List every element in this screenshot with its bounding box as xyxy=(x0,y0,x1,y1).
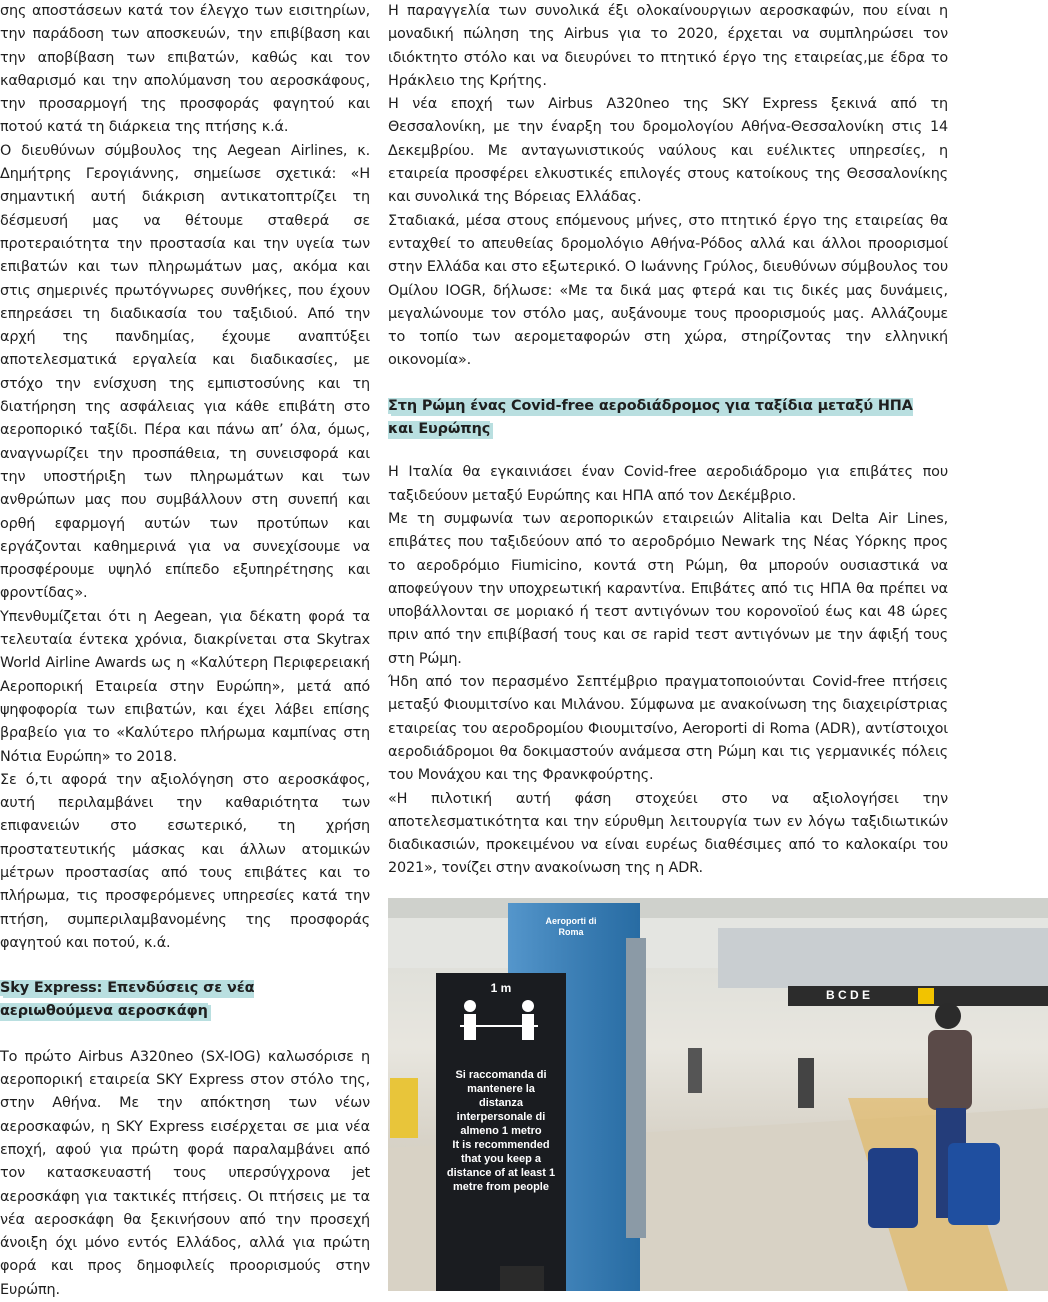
suitcase xyxy=(948,1143,1000,1225)
section-heading-sky-express xyxy=(0,977,270,1024)
paragraph: Η παραγγελία των συνολικά έξι ολοκαίνουργιων αεροσκαφών, που είναι η μοναδική πώληση της Airbus για το 2020, έρχεται να συμπληρώσει τον ιδιόκτητο στόλο και να διευρύνει το πτητικό έργο της εταιρείας,με έδρα το Ηράκλειο της Κρήτης. xyxy=(388,3,948,89)
person-figure xyxy=(464,1000,476,1012)
background-person xyxy=(798,1058,814,1108)
paragraph: Η Ιταλία θα εγκαινιάσει έναν Covid-free αεροδιάδρομο για επιβάτες που ταξιδεύουν μεταξύ Ευρώπης και ΗΠΑ από τον Δεκέμβριο. xyxy=(388,464,948,504)
paragraph: Το πρώτο Airbus A320neo (SX-IOG) καλωσόρισε η αεροπορική εταιρεία SKY Express στον στόλο της, στην Αθήνα. Με την απόκτηση των νέων αεροσκαφών, η SKY Express εισέρχεται σε μια νέα εποχή, αφού για πρώτη φορά παραλαμβάνει από τον κατασκευαστή τους υπερσύγχρονα jet αεροσκάφη για τακτικές πτήσεις. Οι πτήσεις με τα νέα αεροσκάφη θα ξεκινήσουν από την προσεχή άνοιξη όχι μόνο εντός Ελλάδος, αλλά για πρώτη φορά και προς δημοφιλείς προορισμούς στην Ευρώπη. xyxy=(0,1048,370,1298)
sign-distance: 1 m xyxy=(490,981,512,995)
person-figure xyxy=(522,1000,534,1012)
paragraph: «Η πιλοτική αυτή φάση στοχεύει στο να αξιολογήσει την αποτελεσματικότητα και την εύρυθμη λειτουργία των εν λόγω ταξιδιωτικών διαδικασιών, προκειμένου να είναι ευρέως διαθέσιμες από το καλοκαίρι του 2021», τονίζει στην ανακοίνωση της η ADR. xyxy=(388,790,948,877)
dispenser-post xyxy=(626,938,646,1238)
person-figure xyxy=(464,1014,476,1040)
heading-text: Sky Express: Επενδύσεις σε νέα αεριωθούμενα αεροσκάφη xyxy=(0,980,255,1020)
airport-photo xyxy=(388,898,1048,1291)
paragraph: Σταδιακά, μέσα στους επόμενους μήνες, στο πτητικό έργο της εταιρείας θα ενταχθεί το απευθείας δρομολόγιο Αθήνα-Ρόδος αλλά και άλλοι προορισμοί στην Ελλάδα και στο εξωτερικό. Ο Ιωάννης Γρύλος, διευθύνων σύμβουλος του Ομίλου IOGR, δήλωσε: «Με τα δικά μας φτερά και τις δικές μας δυνάμεις, μεγαλώνουμε τον στόλο μας, αυξάνουμε τους προορισμούς μας. Αλλάζουμε το τοπίο των αερομεταφορών στη χώρα, στηρίζοντας την ελληνική οικονομία». xyxy=(388,212,948,369)
paragraph: Η νέα εποχή των Airbus A320neo της SKY Express ξεκινά από τη Θεσσαλονίκη, με την έναρξη του δρομολογίου Αθήνα-Θεσσαλονίκη στις 14 Δεκεμβρίου. Με ανταγωνιστικούς ναύλους και ευέλικτες υπηρεσίες, η εταιρεία προσφέρει ελκυστικές επιλογές στους κατοίκους της Θεσσαλονίκης και συνολικά της Βόρειας Ελλάδας. xyxy=(388,96,948,206)
ceiling-beam xyxy=(388,898,1048,918)
person-left xyxy=(390,1078,418,1138)
sign-italian: Si raccomanda di mantenere la distanza interpersonale di almeno 1 metro xyxy=(455,1069,547,1137)
sign-stand xyxy=(500,1266,544,1291)
traveler-head xyxy=(935,1003,961,1029)
totem-brand: Aeroporti di Roma xyxy=(545,916,597,937)
paragraph: Υπενθυμίζεται ότι η Aegean, για δέκατη φορά τα τελευταία έντεκα χρόνια, διακρίνεται στα Skytrax World Airline Awards ως η «Καλύτερη Περιφερειακή Αεροπορική Εταιρεία στην Ευρώπη», μετά από ψηφοφορία των επιβατών, και έχει λάβει επίσης βραβείο για το «Καλύτερο πλήρωμα καμπίνας στη Νότια Ευρώπη» το 2018. xyxy=(0,608,370,765)
back-windows xyxy=(718,928,1048,988)
sign-english: It is recommended that you keep a distance of at least 1 metre from people xyxy=(446,1139,556,1193)
paragraph: Σε ό,τι αφορά την αξιολόγηση στο αεροσκάφος, αυτή περιλαμβάνει την καθαριότητα των επιφανειών στο εσωτερικό, τη χρήση προστατευτικής μάσκας και άλλων ατομικών μέτρων προστασίας από τους επιβάτες και το πλήρωμα, τις προσφερόμενες υπηρεσίες κατά την πτήση, συμπεριλαμβανομένης της προσφοράς φαγητού και ποτού, κ.ά. xyxy=(0,771,370,951)
paragraph: σης αποστάσεων κατά τον έλεγχο των εισιτηρίων, την παράδοση των αποσκευών, την επιβίβαση και την αποβίβαση των επιβατών, καθώς και τον καθαρισμό και την απολύμανση του αεροσκάφους, την προσαρμογή της προσφοράς φαγητού και ποτού κατά τη διάρκεια της πτήσης κ.ά. xyxy=(0,3,370,136)
paragraph: Με τη συμφωνία των αεροπορικών εταιρειών Alitalia και Delta Air Lines, επιβάτες που ταξιδεύουν από το αεροδρόμιο Newark της Νέας Υόρκης προς το αεροδρόμιο Fiumicino, κοντά στη Ρώμη, θα μπορούν ουσιαστικά να αποφεύγουν την υποχρεωτική καραντίνα. Επιβάτες από τις ΗΠΑ θα πρέπει να υποβάλλονται σε μοριακό ή τεστ αντιγόνων του κορονοϊού έως και 48 ώρες πριν από την επιβίβασή τους και σε rapid τεστ αντιγόνων με την άφιξή τους στη Ρώμη. xyxy=(388,510,948,667)
traveler-jacket xyxy=(928,1030,972,1110)
section-heading-rome xyxy=(388,395,933,442)
right-column xyxy=(388,0,948,881)
suitcase xyxy=(868,1148,918,1228)
background-person xyxy=(688,1048,702,1093)
person-figure xyxy=(522,1014,534,1040)
paragraph: Ο διευθύνων σύμβουλος της Aegean Airlines, κ. Δημήτρης Γερογιάννης, σημείωσε σχετικά: «Η σημαντική αυτή διάκριση αντικατοπτρίζει τη δέσμευσή μας να θέτουμε σταθερά σε προτεραιότητα την προστασία και την υγεία των επιβατών και των πληρωμάτων μας, ακόμα και στις σημερινές πρωτόγνωρες συνθήκες, που έχουν επηρεάσει τη διαδικασία του ταξιδιού. Από την αρχή της πανδημίας, έχουμε αναπτύξει αποτελεσματικά εργαλεία και διαδικασίες, με στόχο την ενίσχυση της εμπιστοσύνης και τη διατήρηση της ασφάλειας για κάθε επιβάτη στο αεροπορικό ταξίδι. Πέρα και πάνω απ’ όλα, όμως, αναγνωρίζει την προσπάθεια, τη συνεισφορά και την υποστήριξη των πληρωμάτων και των ανθρώπων μας που συμβάλλουν στη συνεπή και ορθή εφαρμογή αυτών των προτύπων και εργάζονται καθημερινά για να συνεχίσουμε να προσφέρουμε υψηλό επίπεδο εξυπηρέτησης και φροντίδας». xyxy=(0,142,370,602)
left-column xyxy=(0,0,370,1302)
heading-text: Στη Ρώμη ένας Covid-free αεροδιάδρομος για ταξίδια μεταξύ ΗΠΑ και Ευρώπης xyxy=(388,397,913,438)
sign-icon xyxy=(918,988,934,1004)
paragraph: Ήδη από τον περασμένο Σεπτέμβριο πραγματοποιούνται Covid-free πτήσεις μεταξύ Φιουμιτσίνο και Μιλάνου. Σύμφωνα με ανακοίνωση της διαχειρίστριας εταιρείας του αεροδρομίου Φιουμιτσίνο, Aeroporti di Roma (ADR), αντίστοιχοι αεροδιάδρομοι θα δοκιμαστούν ανάμεσα στη Ρώμη και τις γερμανικές πόλεις του Μονάχου και της Φρανκφούρτης. xyxy=(388,674,948,784)
overhead-sign-text: B C D E xyxy=(825,988,870,1002)
